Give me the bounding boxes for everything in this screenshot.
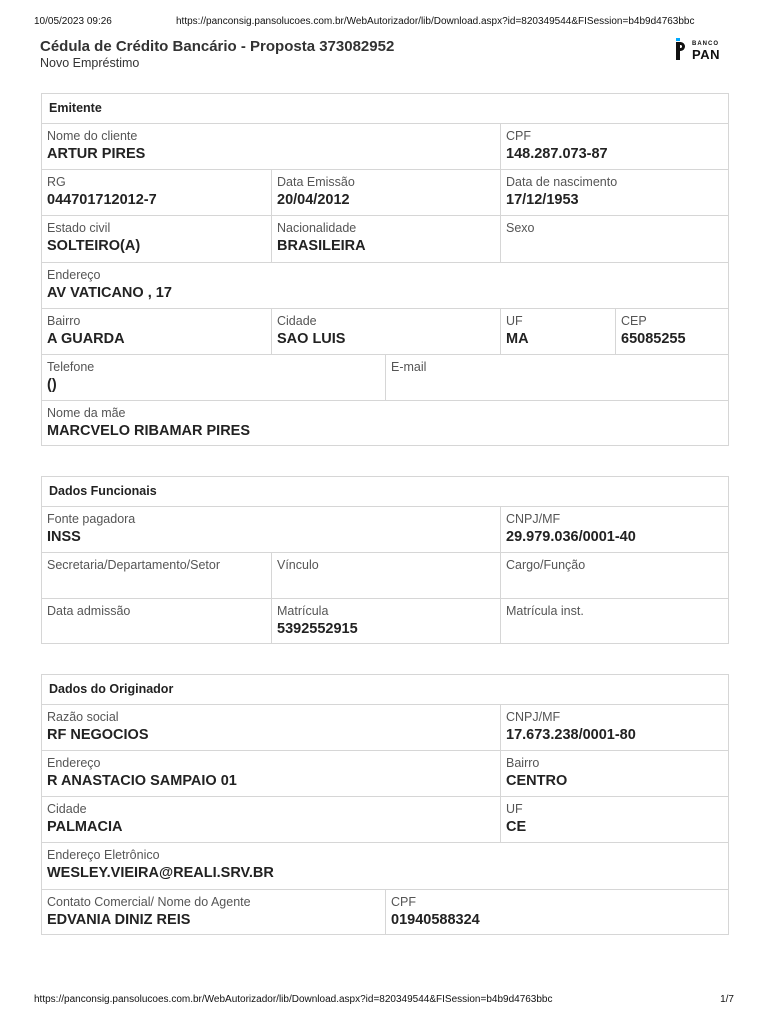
field-data-emissao bbox=[272, 170, 501, 215]
print-datetime: 10/05/2023 09:26 bbox=[34, 16, 112, 27]
field-contato-comercial bbox=[42, 890, 386, 934]
field-value: PALMACIA bbox=[47, 819, 123, 835]
field-value: R ANASTACIO SAMPAIO 01 bbox=[47, 773, 237, 789]
field-data-nascimento bbox=[501, 170, 728, 215]
field-value: 17/12/1953 bbox=[506, 192, 579, 208]
field-label: CNPJ/MF bbox=[506, 512, 561, 526]
section-heading: Emitente bbox=[42, 94, 728, 124]
logo-banco-text: BANCO bbox=[692, 41, 719, 47]
field-label: Razão social bbox=[47, 710, 119, 724]
form-row bbox=[42, 309, 728, 355]
field-value: A GUARDA bbox=[47, 331, 125, 347]
field-label: Vínculo bbox=[277, 558, 319, 572]
field-estado-civil bbox=[42, 216, 272, 262]
field-cidade bbox=[42, 797, 501, 842]
field-value: 01940588324 bbox=[391, 912, 480, 928]
field-label: E-mail bbox=[391, 360, 427, 374]
field-razao-social bbox=[42, 705, 501, 750]
field-cep bbox=[616, 309, 728, 354]
field-label: UF bbox=[506, 802, 523, 816]
form-row bbox=[42, 599, 728, 643]
field-label: Data Emissão bbox=[277, 175, 355, 189]
field-cpf bbox=[501, 124, 728, 169]
field-value: AV VATICANO , 17 bbox=[47, 285, 172, 301]
form-row bbox=[42, 843, 728, 890]
field-label: Bairro bbox=[47, 314, 81, 328]
field-nome-cliente bbox=[42, 124, 501, 169]
form-row bbox=[42, 124, 728, 170]
field-email bbox=[386, 355, 728, 400]
field-label: Cidade bbox=[277, 314, 317, 328]
field-label: Matrícula bbox=[277, 604, 329, 618]
field-matricula-inst bbox=[501, 599, 728, 643]
field-cnpj bbox=[501, 507, 728, 552]
field-cnpj bbox=[501, 705, 728, 750]
field-label: Telefone bbox=[47, 360, 95, 374]
field-value: 148.287.073-87 bbox=[506, 146, 608, 162]
document-subtitle: Novo Empréstimo bbox=[40, 56, 140, 70]
section-dados-funcionais bbox=[41, 476, 729, 644]
field-label: Data admissão bbox=[47, 604, 131, 618]
field-label: Contato Comercial/ Nome do Agente bbox=[47, 895, 251, 909]
pan-p-icon bbox=[676, 38, 688, 60]
form-row bbox=[42, 890, 728, 934]
form-row bbox=[42, 216, 728, 263]
field-cargo bbox=[501, 553, 728, 598]
field-value: 044701712012-7 bbox=[47, 192, 157, 208]
field-value: SAO LUIS bbox=[277, 331, 346, 347]
field-value: RF NEGOCIOS bbox=[47, 727, 149, 743]
field-value: CENTRO bbox=[506, 773, 568, 789]
field-value: 29.979.036/0001-40 bbox=[506, 529, 636, 545]
field-cpf bbox=[386, 890, 728, 934]
field-endereco bbox=[42, 751, 501, 796]
print-url[interactable]: https://panconsig.pansolucoes.com.br/WebAutorizador/lib/Download.aspx?id=820349544&FISession=b4b9d4763bbc bbox=[176, 16, 695, 27]
field-value: WESLEY.VIEIRA@REALI.SRV.BR bbox=[47, 865, 274, 881]
field-vinculo bbox=[272, 553, 501, 598]
field-value: EDVANIA DINIZ REIS bbox=[47, 912, 191, 928]
form-row bbox=[42, 401, 728, 445]
field-value: MARCVELO RIBAMAR PIRES bbox=[47, 423, 251, 439]
field-label: CPF bbox=[391, 895, 416, 909]
banco-pan-logo bbox=[676, 38, 728, 62]
field-bairro bbox=[42, 309, 272, 354]
field-cidade bbox=[272, 309, 501, 354]
field-label: Sexo bbox=[506, 221, 535, 235]
field-secretaria bbox=[42, 553, 272, 598]
form-row bbox=[42, 797, 728, 843]
section-heading: Dados do Originador bbox=[42, 675, 728, 705]
field-label: Endereço Eletrônico bbox=[47, 848, 160, 862]
field-telefone bbox=[42, 355, 386, 400]
field-data-admissao bbox=[42, 599, 272, 643]
field-endereco-eletronico bbox=[42, 843, 728, 889]
logo-pan-text: PAN bbox=[692, 47, 720, 62]
field-label: Endereço bbox=[47, 756, 101, 770]
footer-url[interactable]: https://panconsig.pansolucoes.com.br/WebAutorizador/lib/Download.aspx?id=820349544&FISession=b4b9d4763bbc bbox=[34, 994, 553, 1005]
field-label: Data de nascimento bbox=[506, 175, 618, 189]
form-row bbox=[42, 263, 728, 309]
field-value: 5392552915 bbox=[277, 621, 358, 637]
field-value: MA bbox=[506, 331, 529, 347]
field-endereco bbox=[42, 263, 728, 308]
form-row bbox=[42, 553, 728, 599]
field-label: Bairro bbox=[506, 756, 540, 770]
section-heading: Dados Funcionais bbox=[42, 477, 728, 507]
field-value: 17.673.238/0001-80 bbox=[506, 727, 636, 743]
field-label: CNPJ/MF bbox=[506, 710, 561, 724]
field-uf bbox=[501, 309, 616, 354]
field-label: Nome da mãe bbox=[47, 406, 126, 420]
field-label: CEP bbox=[621, 314, 647, 328]
field-value: CE bbox=[506, 819, 527, 835]
field-label: Secretaria/Departamento/Setor bbox=[47, 558, 221, 572]
field-label: Nome do cliente bbox=[47, 129, 138, 143]
field-nome-mae bbox=[42, 401, 728, 445]
field-label: RG bbox=[47, 175, 66, 189]
field-uf bbox=[501, 797, 728, 842]
field-nacionalidade bbox=[272, 216, 501, 262]
form-row bbox=[42, 507, 728, 553]
field-label: Cargo/Função bbox=[506, 558, 586, 572]
form-row bbox=[42, 170, 728, 216]
field-value: 65085255 bbox=[621, 331, 686, 347]
field-label: Cidade bbox=[47, 802, 87, 816]
section-emitente bbox=[41, 93, 729, 446]
field-value: SOLTEIRO(A) bbox=[47, 238, 141, 254]
field-rg bbox=[42, 170, 272, 215]
field-label: CPF bbox=[506, 129, 531, 143]
field-bairro bbox=[501, 751, 728, 796]
field-label: Nacionalidade bbox=[277, 221, 357, 235]
form-row bbox=[42, 355, 728, 401]
field-matricula bbox=[272, 599, 501, 643]
section-dados-originador bbox=[41, 674, 729, 935]
field-label: Matrícula inst. bbox=[506, 604, 584, 618]
field-value: INSS bbox=[47, 529, 81, 545]
field-label: Estado civil bbox=[47, 221, 111, 235]
field-value: BRASILEIRA bbox=[277, 238, 366, 254]
field-label: Endereço bbox=[47, 268, 101, 282]
field-label: Fonte pagadora bbox=[47, 512, 136, 526]
field-value: 20/04/2012 bbox=[277, 192, 350, 208]
field-value: ARTUR PIRES bbox=[47, 146, 146, 162]
form-row bbox=[42, 751, 728, 797]
form-row bbox=[42, 705, 728, 751]
document-title: Cédula de Crédito Bancário - Proposta 373082952 bbox=[40, 38, 395, 55]
field-sexo bbox=[501, 216, 728, 262]
field-fonte-pagadora bbox=[42, 507, 501, 552]
field-value: () bbox=[47, 377, 57, 393]
page-number: 1/7 bbox=[720, 994, 734, 1005]
field-label: UF bbox=[506, 314, 523, 328]
